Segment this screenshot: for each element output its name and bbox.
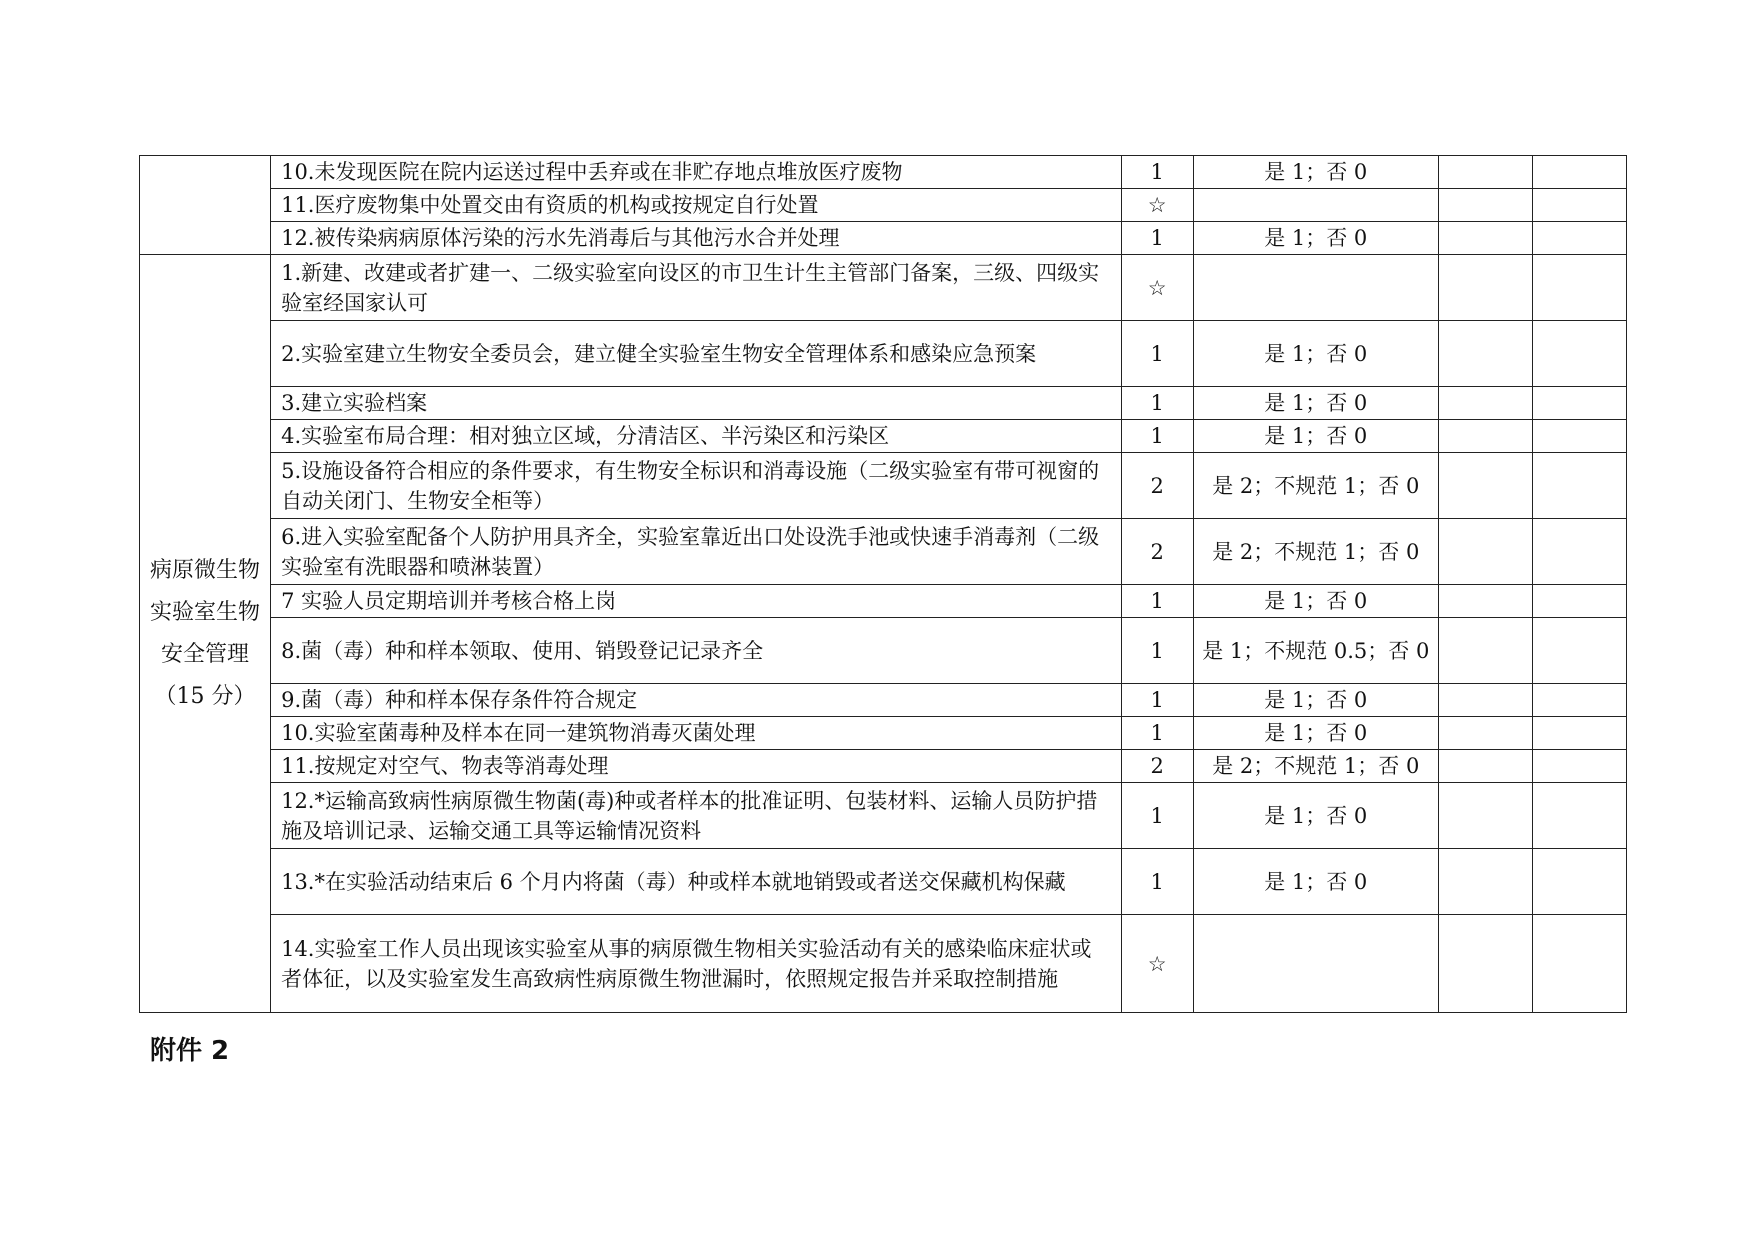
blank-cell xyxy=(1438,519,1532,585)
item-cell: 12.*运输高致病性病原微生物菌(毒)种或者样本的批准证明、包装材料、运输人员防护措施及培训记录、运输交通工具等运输情况资料 xyxy=(271,783,1122,849)
score-cell: 1 xyxy=(1121,585,1193,618)
score-cell: 2 xyxy=(1121,750,1193,783)
score-cell: 1 xyxy=(1121,717,1193,750)
blank-cell xyxy=(1532,453,1626,519)
criteria-cell xyxy=(1193,915,1438,1013)
table-row xyxy=(140,420,1627,453)
blank-cell xyxy=(1532,255,1626,321)
blank-cell xyxy=(1532,189,1626,222)
blank-cell xyxy=(1532,684,1626,717)
score-cell: ☆ xyxy=(1121,189,1193,222)
category-cell xyxy=(140,156,271,255)
score-cell: 1 xyxy=(1121,420,1193,453)
table-row xyxy=(140,222,1627,255)
table-row xyxy=(140,156,1627,189)
score-cell: 1 xyxy=(1121,222,1193,255)
item-cell: 13.*在实验活动结束后 6 个月内将菌（毒）种或样本就地销毁或者送交保藏机构保藏 xyxy=(271,849,1122,915)
criteria-cell: 是 1；否 0 xyxy=(1193,420,1438,453)
blank-cell xyxy=(1438,585,1532,618)
criteria-cell: 是 1；否 0 xyxy=(1193,684,1438,717)
blank-cell xyxy=(1532,618,1626,684)
blank-cell xyxy=(1532,585,1626,618)
item-cell: 10.未发现医院在院内运送过程中丢弃或在非贮存地点堆放医疗废物 xyxy=(271,156,1122,189)
item-cell: 6.进入实验室配备个人防护用具齐全，实验室靠近出口处设洗手池或快速手消毒剂（二级实验室有洗眼器和喷淋装置） xyxy=(271,519,1122,585)
blank-cell xyxy=(1438,684,1532,717)
table-row xyxy=(140,684,1627,717)
inspection-table xyxy=(139,155,1627,1013)
score-cell: 1 xyxy=(1121,849,1193,915)
blank-cell xyxy=(1438,618,1532,684)
item-cell: 11.按规定对空气、物表等消毒处理 xyxy=(271,750,1122,783)
blank-cell xyxy=(1438,783,1532,849)
table-body xyxy=(140,156,1627,1013)
score-cell: 1 xyxy=(1121,387,1193,420)
table-row xyxy=(140,618,1627,684)
blank-cell xyxy=(1438,849,1532,915)
table-row xyxy=(140,849,1627,915)
table-row xyxy=(140,387,1627,420)
item-cell: 14.实验室工作人员出现该实验室从事的病原微生物相关实验活动有关的感染临床症状或者体征，以及实验室发生高致病性病原微生物泄漏时，依照规定报告并采取控制措施 xyxy=(271,915,1122,1013)
blank-cell xyxy=(1532,915,1626,1013)
blank-cell xyxy=(1532,783,1626,849)
criteria-cell: 是 1；不规范 0.5；否 0 xyxy=(1193,618,1438,684)
score-cell: ☆ xyxy=(1121,255,1193,321)
criteria-cell: 是 1；否 0 xyxy=(1193,585,1438,618)
blank-cell xyxy=(1532,717,1626,750)
table-row xyxy=(140,585,1627,618)
table-row xyxy=(140,717,1627,750)
table-row xyxy=(140,783,1627,849)
blank-cell xyxy=(1438,321,1532,387)
table-row xyxy=(140,519,1627,585)
criteria-cell: 是 2；不规范 1；否 0 xyxy=(1193,453,1438,519)
item-cell: 11.医疗废物集中处置交由有资质的机构或按规定自行处置 xyxy=(271,189,1122,222)
blank-cell xyxy=(1532,420,1626,453)
criteria-cell: 是 1；否 0 xyxy=(1193,783,1438,849)
blank-cell xyxy=(1438,387,1532,420)
blank-cell xyxy=(1438,189,1532,222)
score-cell: 1 xyxy=(1121,684,1193,717)
table-row xyxy=(140,915,1627,1013)
blank-cell xyxy=(1438,156,1532,189)
item-cell: 4.实验室布局合理：相对独立区域，分清洁区、半污染区和污染区 xyxy=(271,420,1122,453)
criteria-cell: 是 1；否 0 xyxy=(1193,222,1438,255)
table-row xyxy=(140,453,1627,519)
table-row xyxy=(140,189,1627,222)
item-cell: 9.菌（毒）种和样本保存条件符合规定 xyxy=(271,684,1122,717)
blank-cell xyxy=(1532,222,1626,255)
score-cell: 1 xyxy=(1121,783,1193,849)
table-row xyxy=(140,321,1627,387)
item-cell: 8.菌（毒）种和样本领取、使用、销毁登记记录齐全 xyxy=(271,618,1122,684)
blank-cell xyxy=(1532,321,1626,387)
score-cell: 1 xyxy=(1121,156,1193,189)
score-cell: 2 xyxy=(1121,453,1193,519)
criteria-cell: 是 2；不规范 1；否 0 xyxy=(1193,750,1438,783)
score-cell: 1 xyxy=(1121,321,1193,387)
score-cell: 1 xyxy=(1121,618,1193,684)
blank-cell xyxy=(1438,453,1532,519)
item-cell: 2.实验室建立生物安全委员会，建立健全实验室生物安全管理体系和感染应急预案 xyxy=(271,321,1122,387)
blank-cell xyxy=(1438,420,1532,453)
blank-cell xyxy=(1438,222,1532,255)
attachment-label: 附件 2 xyxy=(150,1036,230,1066)
blank-cell xyxy=(1438,717,1532,750)
item-cell: 5.设施设备符合相应的条件要求，有生物安全标识和消毒设施（二级实验室有带可视窗的自动关闭门、生物安全柜等） xyxy=(271,453,1122,519)
criteria-cell: 是 1；否 0 xyxy=(1193,387,1438,420)
item-cell: 3.建立实验档案 xyxy=(271,387,1122,420)
criteria-cell xyxy=(1193,255,1438,321)
score-cell: 2 xyxy=(1121,519,1193,585)
blank-cell xyxy=(1532,849,1626,915)
blank-cell xyxy=(1438,255,1532,321)
blank-cell xyxy=(1532,519,1626,585)
criteria-cell: 是 1；否 0 xyxy=(1193,717,1438,750)
criteria-cell xyxy=(1193,189,1438,222)
blank-cell xyxy=(1438,915,1532,1013)
blank-cell xyxy=(1532,156,1626,189)
item-cell: 12.被传染病病原体污染的污水先消毒后与其他污水合并处理 xyxy=(271,222,1122,255)
blank-cell xyxy=(1532,750,1626,783)
blank-cell xyxy=(1532,387,1626,420)
score-cell: ☆ xyxy=(1121,915,1193,1013)
criteria-cell: 是 1；否 0 xyxy=(1193,849,1438,915)
category-cell: 病原微生物实验室生物安全管理（15 分） xyxy=(140,255,271,1013)
blank-cell xyxy=(1438,750,1532,783)
table-row xyxy=(140,750,1627,783)
table-row xyxy=(140,255,1627,321)
item-cell: 7 实验人员定期培训并考核合格上岗 xyxy=(271,585,1122,618)
criteria-cell: 是 1；否 0 xyxy=(1193,156,1438,189)
item-cell: 10.实验室菌毒种及样本在同一建筑物消毒灭菌处理 xyxy=(271,717,1122,750)
item-cell: 1.新建、改建或者扩建一、二级实验室向设区的市卫生计生主管部门备案，三级、四级实验室经国家认可 xyxy=(271,255,1122,321)
criteria-cell: 是 2；不规范 1；否 0 xyxy=(1193,519,1438,585)
criteria-cell: 是 1；否 0 xyxy=(1193,321,1438,387)
